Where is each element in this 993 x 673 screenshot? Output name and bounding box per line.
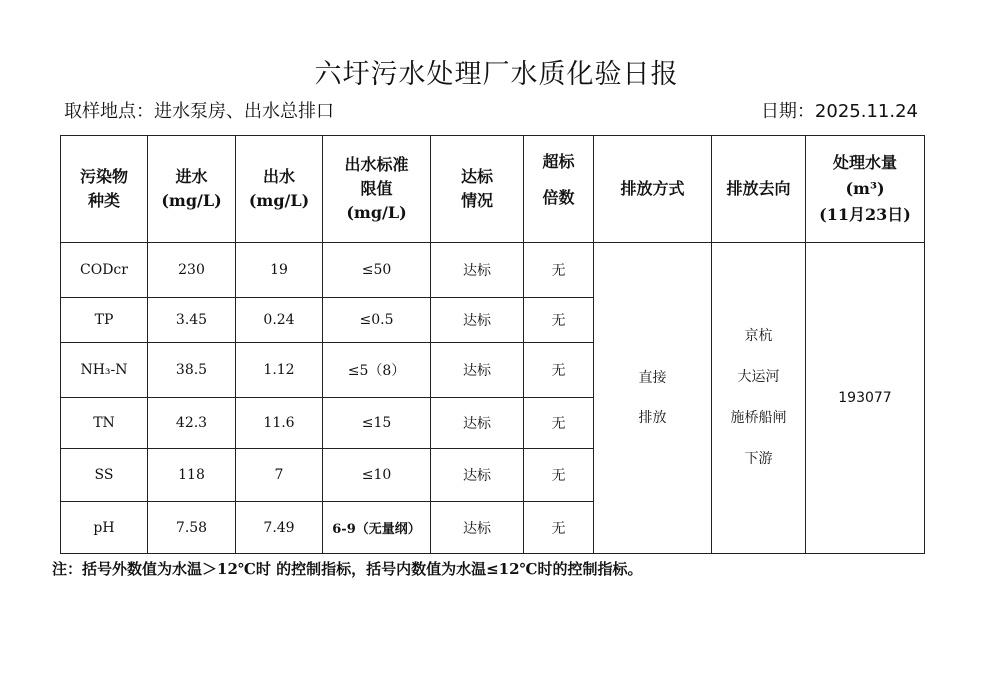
discharge-method-cell: 直接 排放 xyxy=(594,243,712,554)
report-date: 日期：2025.11.24 xyxy=(760,101,918,122)
effluent-cell: 19 xyxy=(236,243,323,298)
sampling-location: 取样地点：进水泵房、出水总排口 xyxy=(64,101,334,122)
influent-cell: 230 xyxy=(148,243,236,298)
pollutant-cell: CODcr xyxy=(61,243,148,298)
effluent-cell: 0.24 xyxy=(236,298,323,343)
table-header-row xyxy=(61,136,925,243)
pollutant-cell: NH₃-N xyxy=(61,343,148,398)
header-exceed: 超标 倍数 xyxy=(524,136,594,243)
effluent-cell: 1.12 xyxy=(236,343,323,398)
influent-cell: 42.3 xyxy=(148,398,236,449)
table-row xyxy=(61,243,925,298)
standard-cell: ≤50 xyxy=(323,243,431,298)
standard-cell: ≤5（8） xyxy=(323,343,431,398)
status-cell: 达标 xyxy=(431,243,524,298)
header-status: 达标 情况 xyxy=(431,136,524,243)
header-influent: 进水 (mg/L) xyxy=(148,136,236,243)
pollutant-cell: SS xyxy=(61,449,148,502)
header-pollutant: 污染物 种类 xyxy=(61,136,148,243)
exceed-cell: 无 xyxy=(524,298,594,343)
exceed-cell: 无 xyxy=(524,449,594,502)
footnote: 注：括号外数值为水温＞12℃时 的控制指标，括号内数值为水温≤12℃时的控制指标。 xyxy=(52,560,643,578)
standard-cell: ≤0.5 xyxy=(323,298,431,343)
pollutant-cell: TP xyxy=(61,298,148,343)
header-effluent: 出水 (mg/L) xyxy=(236,136,323,243)
status-cell: 达标 xyxy=(431,502,524,554)
effluent-cell: 11.6 xyxy=(236,398,323,449)
header-method: 排放方式 xyxy=(594,136,712,243)
header-destination: 排放去向 xyxy=(712,136,806,243)
exceed-cell: 无 xyxy=(524,343,594,398)
effluent-cell: 7.49 xyxy=(236,502,323,554)
pollutant-cell: pH xyxy=(61,502,148,554)
water-quality-table xyxy=(60,135,925,554)
treated-volume-cell: 193077 xyxy=(806,243,925,554)
header-volume: 处理水量 (m³) (11月23日) xyxy=(806,136,925,243)
standard-cell: ≤10 xyxy=(323,449,431,502)
status-cell: 达标 xyxy=(431,343,524,398)
header-standard: 出水标准 限值 (mg/L) xyxy=(323,136,431,243)
influent-cell: 118 xyxy=(148,449,236,502)
status-cell: 达标 xyxy=(431,298,524,343)
exceed-cell: 无 xyxy=(524,243,594,298)
pollutant-cell: TN xyxy=(61,398,148,449)
standard-cell: ≤15 xyxy=(323,398,431,449)
status-cell: 达标 xyxy=(431,449,524,502)
status-cell: 达标 xyxy=(431,398,524,449)
standard-cell: 6-9（无量纲） xyxy=(323,502,431,554)
report-title: 六圩污水处理厂水质化验日报 xyxy=(314,59,679,90)
effluent-cell: 7 xyxy=(236,449,323,502)
influent-cell: 38.5 xyxy=(148,343,236,398)
exceed-cell: 无 xyxy=(524,398,594,449)
discharge-destination-cell: 京杭 大运河 施桥船闸 下游 xyxy=(712,243,806,554)
exceed-cell: 无 xyxy=(524,502,594,554)
influent-cell: 7.58 xyxy=(148,502,236,554)
influent-cell: 3.45 xyxy=(148,298,236,343)
